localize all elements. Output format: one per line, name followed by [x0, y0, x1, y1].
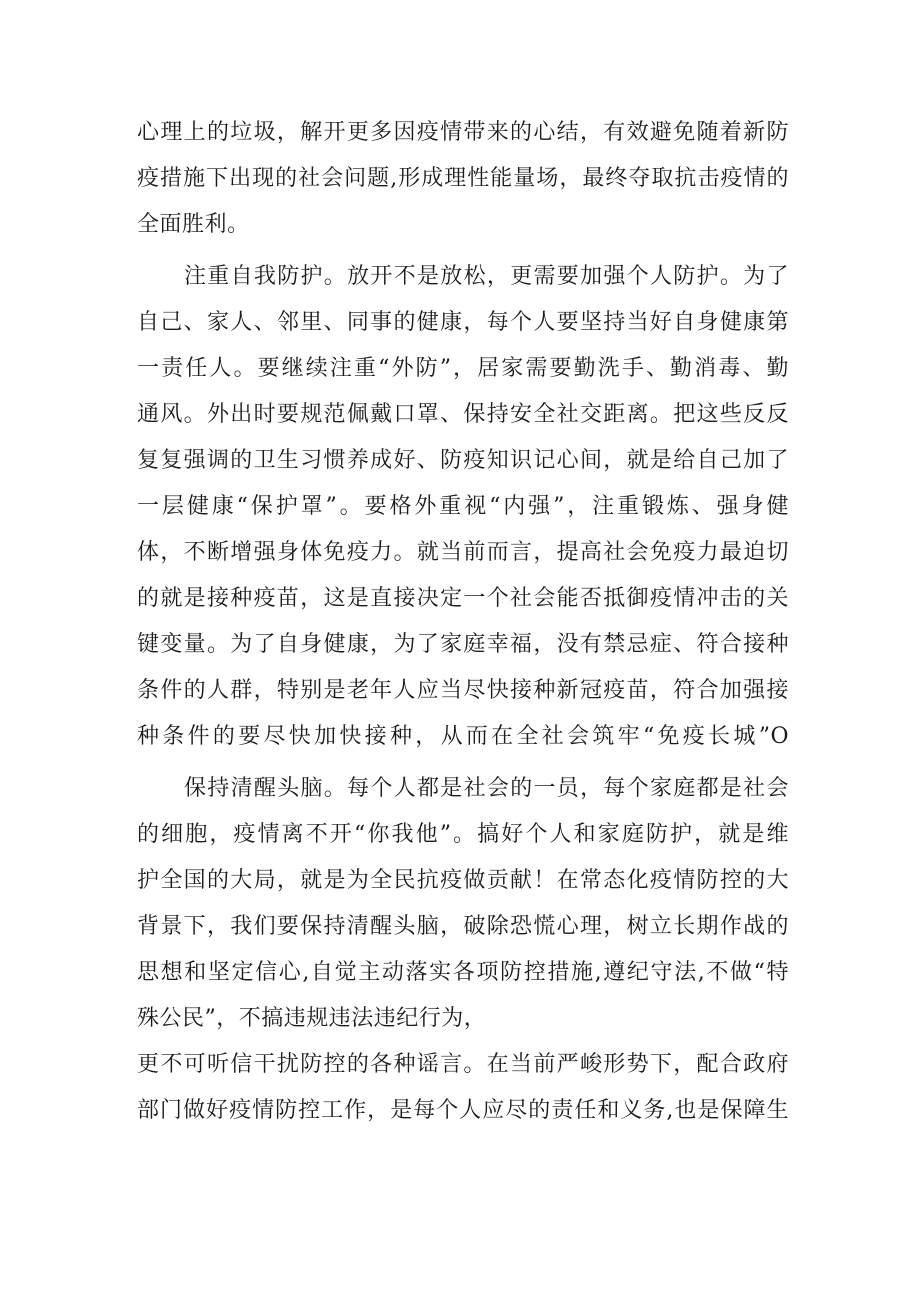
text-line: 一层健康“保护罩”。要格外重视“内强”，注重锻炼、强身健 [137, 494, 789, 519]
paragraph-start-line: 保持清醒头脑。每个人都是社会的一员，每个家庭都是社会 [184, 776, 789, 801]
text-line: 自己、家人、邻里、同事的健康，每个人要坚持当好自身健康第 [137, 310, 789, 335]
text-line: 的就是接种疫苗，这是直接决定一个社会能否抵御疫情冲击的关 [137, 586, 789, 611]
text-line: 条件的人群，特别是老年人应当尽快接种新冠疫苗，符合加强接 [137, 678, 789, 703]
text-line: 全面胜利。 [137, 212, 250, 237]
text-line: 一责任人。要继续注重“外防”，居家需要勤洗手、勤消毒、勤 [137, 356, 789, 381]
text-line: 体，不断增强身体免疫力。就当前而言，提高社会免疫力最迫切 [137, 540, 789, 565]
paragraph-start-line: 注重自我防护。放开不是放松，更需要加强个人防护。为了 [184, 264, 789, 289]
text-line: 通风。外出时要规范佩戴口罩、保持安全社交距离。把这些反反 [137, 402, 789, 427]
text-line: 思想和坚定信心,自觉主动落实各项防控措施,遵纪守法,不做“特 [137, 960, 789, 985]
text-line: 部门做好疫情防控工作，是每个人应尽的责任和义务,也是保障生 [137, 1098, 789, 1123]
text-line: 疫措施下出现的社会问题,形成理性能量场，最终夺取抗击疫情的 [137, 166, 789, 191]
text-line: 殊公民”，不搞违规违法违纪行为， [137, 1006, 487, 1031]
text-line: 护全国的大局，就是为全民抗疫做贡献！在常态化疫情防控的大 [137, 868, 789, 893]
text-line: 的细胞，疫情离不开“你我他”。搞好个人和家庭防护，就是维 [137, 822, 789, 847]
text-line: 心理上的垃圾，解开更多因疫情带来的心结，有效避免随着新防 [137, 120, 789, 145]
text-line: 种条件的要尽快加快接种，从而在全社会筑牢“免疫长城”O [137, 724, 789, 749]
text-line: 键变量。为了自身健康，为了家庭幸福，没有禁忌症、符合接种 [137, 632, 789, 657]
text-line: 复复强调的卫生习惯养成好、防疫知识记心间，就是给自己加了 [137, 448, 789, 473]
text-line: 更不可听信干扰防控的各种谣言。在当前严峻形势下，配合政府 [137, 1052, 789, 1077]
text-line: 背景下，我们要保持清醒头脑，破除恐慌心理，树立长期作战的 [137, 914, 789, 939]
